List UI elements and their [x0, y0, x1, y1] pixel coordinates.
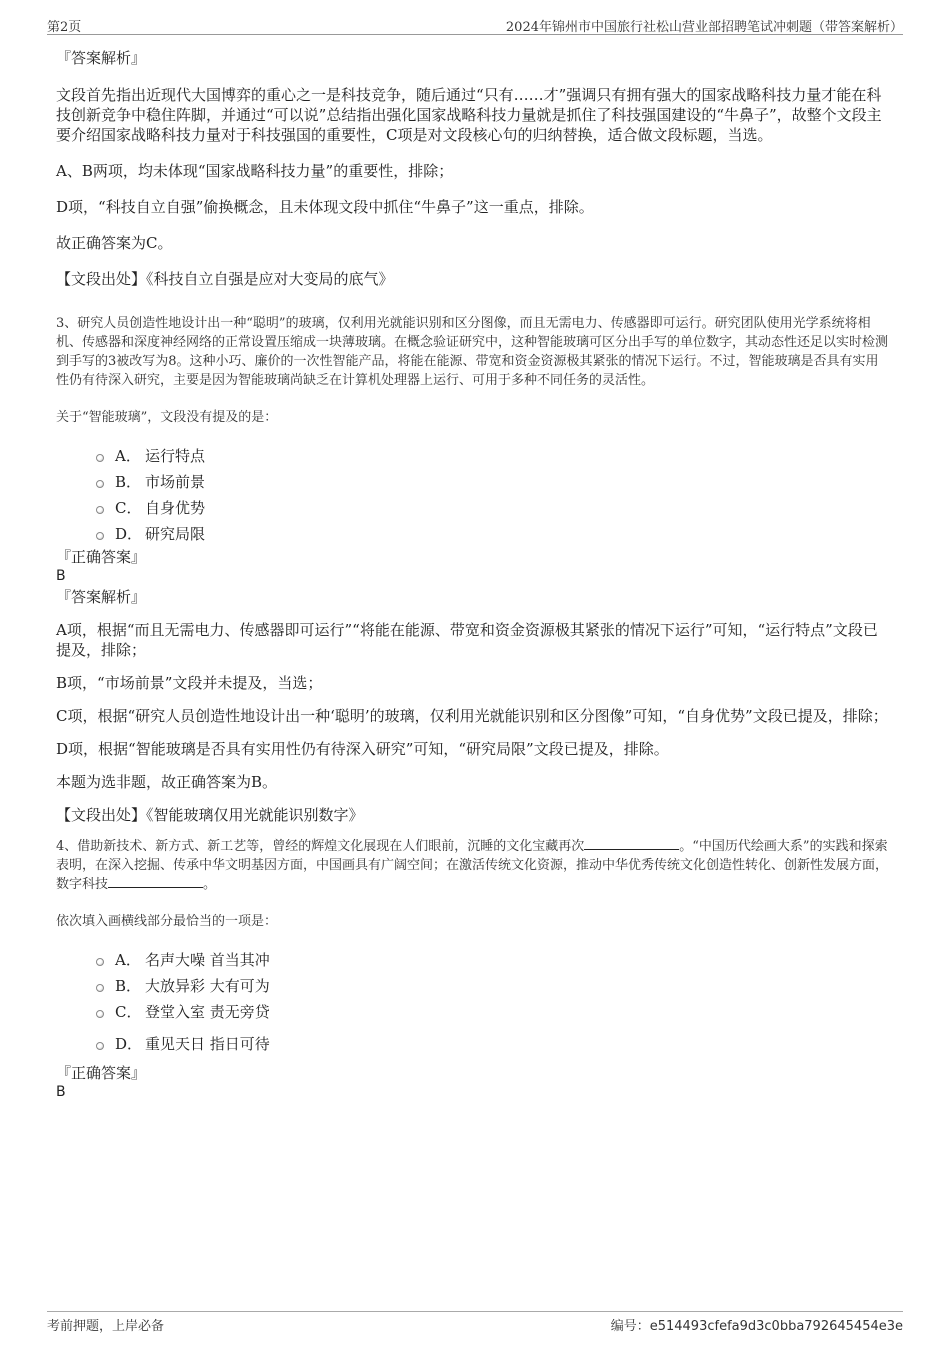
radio-button[interactable]: [96, 480, 104, 488]
document-code: 编号：e514493cfefa9d3c0bba792645454e3e: [610, 1319, 903, 1334]
q3-option-d[interactable]: D． 研究局限: [56, 521, 891, 547]
q4-option-c[interactable]: C． 登堂入室 责无旁贷: [56, 999, 891, 1025]
q3-options: [56, 443, 891, 547]
q2-source: 【文段出处】《科技自立自强是应对大变局的底气》: [56, 270, 394, 288]
q4-answer-label: 『正确答案』: [56, 1064, 147, 1082]
q3-analysis-a: A项，根据“而且无需电力、传感器即可运行”“将能在能源、带宽和资金资源极其紧张的情况下运行”可知，“运行特点”文段已提及，排除；: [56, 621, 878, 659]
q4-option-b[interactable]: B． 大放异彩 大有可为: [56, 973, 891, 999]
q4-option-a[interactable]: A． 名声大噪 首当其冲: [56, 947, 891, 973]
radio-button[interactable]: [96, 454, 104, 462]
q3-option-a[interactable]: A． 运行特点: [56, 443, 891, 469]
q4-question: 依次填入画横线部分最恰当的一项是：: [56, 914, 278, 929]
q3-source: 【文段出处】《智能玻璃仅用光就能识别数字》: [56, 806, 364, 824]
q4-options: [56, 947, 891, 1057]
fill-blank-2: [108, 875, 203, 888]
q3-option-b[interactable]: B． 市场前景: [56, 469, 891, 495]
q2-conclusion: 故正确答案为C。: [56, 234, 173, 252]
fill-blank-1: [584, 837, 679, 850]
footer-slogan: 考前押题，上岸必备: [47, 1319, 165, 1334]
radio-button[interactable]: [96, 506, 104, 514]
radio-button[interactable]: [96, 1010, 104, 1018]
q3-analysis-d: D项，根据“智能玻璃是否具有实用性仍有待深入研究”可知，“研究局限”文段已提及，排除。: [56, 740, 669, 758]
page-header: [47, 14, 903, 35]
page-content: [56, 44, 891, 1101]
q3-conclusion: 本题为选非题，故正确答案为B。: [56, 773, 278, 791]
radio-button[interactable]: [96, 984, 104, 992]
q3-analysis-b: B项，“市场前景”文段并未提及，当选；: [56, 674, 323, 692]
q3-analysis-c: C项，根据“研究人员创造性地设计出一种‘聪明’的玻璃，仅利用光就能识别和区分图像”可知，“自身优势”文段已提及，排除；: [56, 707, 888, 725]
radio-button[interactable]: [96, 532, 104, 540]
q2-analysis-ab: A、B两项，均未体现“国家战略科技力量”的重要性，排除；: [56, 162, 454, 180]
document-title: 2024年锦州市中国旅行社松山营业部招聘笔试冲刺题（带答案解析）: [505, 20, 903, 35]
radio-button[interactable]: [96, 1042, 104, 1050]
page-footer: [47, 1311, 903, 1336]
q3-option-c[interactable]: C． 自身优势: [56, 495, 891, 521]
q2-analysis-label: 『答案解析』: [56, 49, 147, 67]
q2-analysis-d: D项，“科技自立自强”偷换概念，且未体现文段中抓住“牛鼻子”这一重点，排除。: [56, 198, 594, 216]
q4-option-d[interactable]: D． 重见天日 指日可待: [56, 1031, 891, 1057]
q4-answer: B: [56, 1084, 66, 1100]
q3-analysis-label: 『答案解析』: [56, 588, 147, 606]
q3-answer: B: [56, 568, 66, 584]
page-number: 第2页: [47, 20, 82, 35]
q4-stem: 4、借助新技术、新方式、新工艺等，曾经的辉煌文化展现在人们眼前，沉睡的文化宝藏再次 。“中国历代绘画大系”的实践和探索表明，在深入挖掘、传承中华文明基因方面，中国画具有广阔空间；在激活传统文化资源，推动中华优秀传统文化创造性转化、创新性发展方面，数字科技 。: [56, 839, 889, 892]
radio-button[interactable]: [96, 958, 104, 966]
q3-answer-label: 『正确答案』: [56, 548, 147, 566]
q3-stem: 3、研究人员创造性地设计出一种“聪明”的玻璃，仅利用光就能识别和区分图像，而且无需电力、传感器即可运行。研究团队使用光学系统将相机、传感器和深度神经网络的正常设置压缩成一块薄玻璃。在概念验证研究中，这种智能玻璃可区分出手写的单位数字，其动态性还足以实时检测到手写的3被改写为8。这种小巧、廉价的一次性智能产品，将能在能源、带宽和资金资源极其紧张的情况下运行。不过，智能玻璃是否具有实用性仍有待深入研究，主要是因为智能玻璃尚缺乏在计算机处理器上运行、可用于多种不同任务的灵活性。: [56, 316, 889, 388]
q3-question: 关于“智能玻璃”，文段没有提及的是：: [56, 410, 278, 425]
q2-analysis-text: 文段首先指出近现代大国博弈的重心之一是科技竞争，随后通过“只有……才”强调只有拥有强大的国家战略科技力量才能在科技创新竞争中稳住阵脚，并通过“可以说”总结指出强化国家战略科技力量就是抓住了科技强国建设的“牛鼻子”，故整个文段主要介绍国家战略科技力量对于科技强国的重要性，C项是对文段核心句的归纳替换，适合做文段标题，当选。: [56, 86, 882, 144]
